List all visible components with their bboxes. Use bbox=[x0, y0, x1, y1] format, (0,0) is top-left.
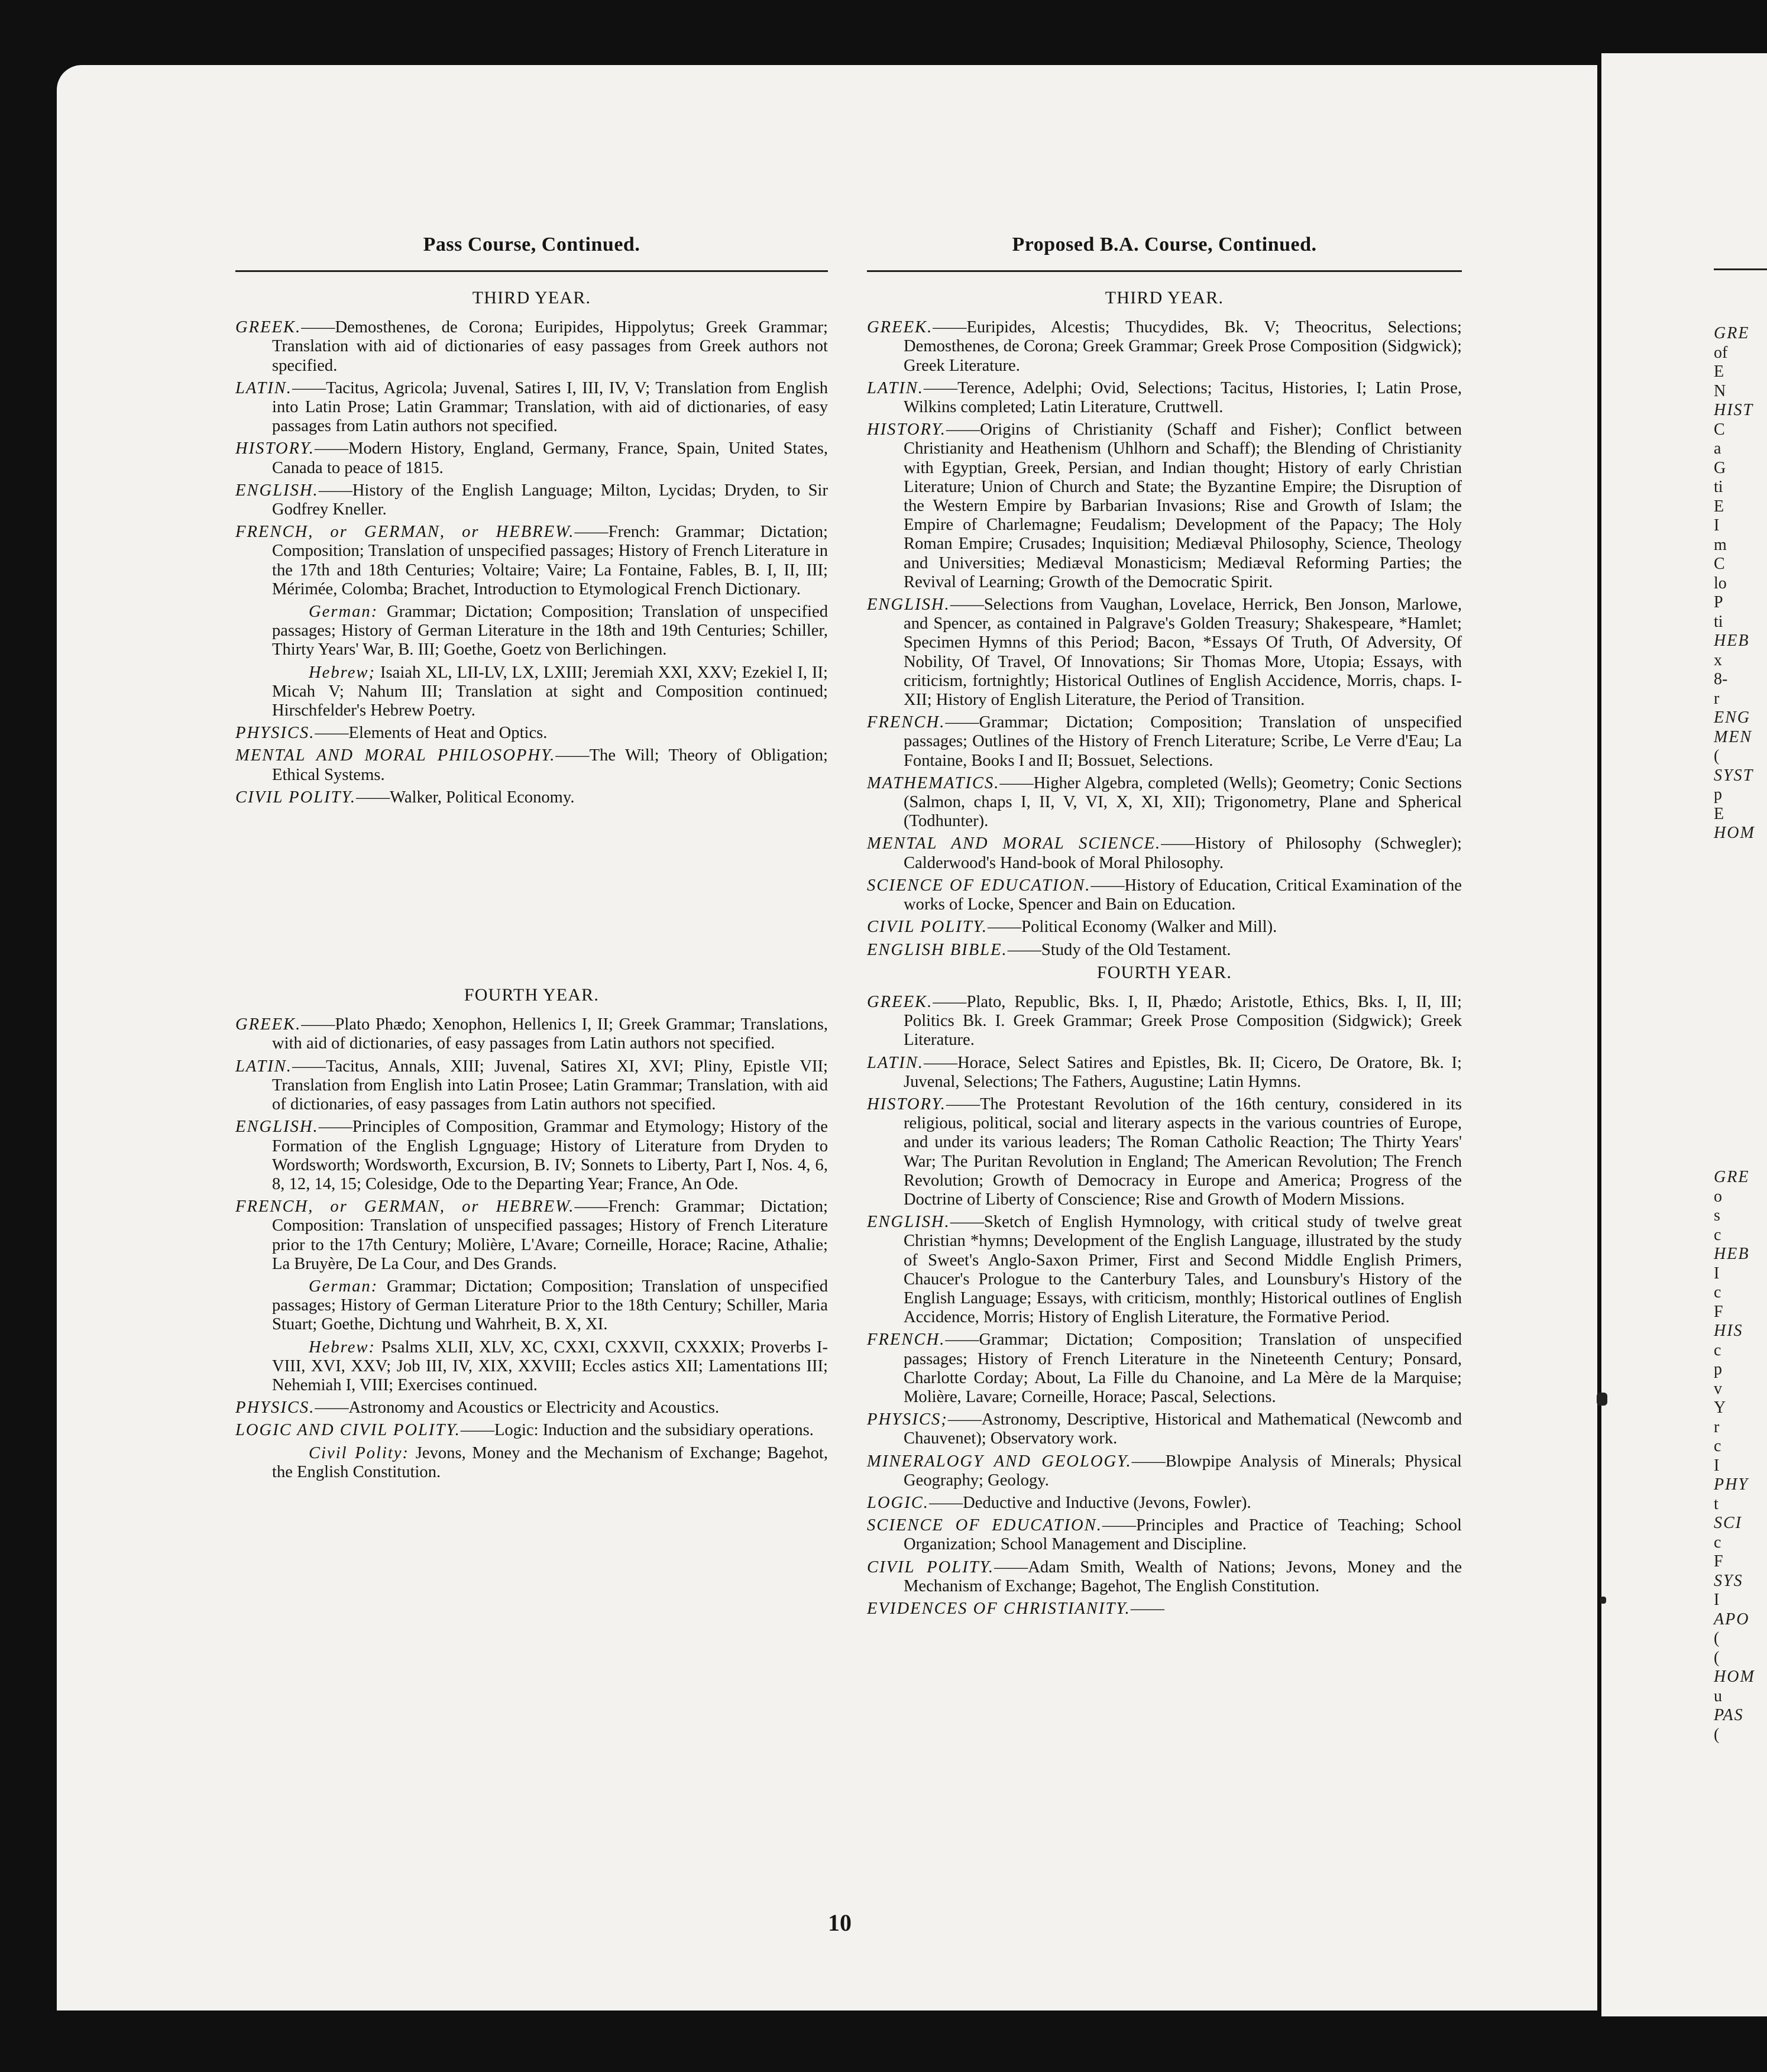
subject-label: MENTAL AND MORAL PHILOSOPHY. bbox=[235, 746, 556, 765]
next-page-edge-fragment: of bbox=[1714, 343, 1728, 362]
sub-language-label: Hebrew; bbox=[309, 663, 376, 682]
left-third-year-entries bbox=[235, 318, 828, 807]
left-fourth-year-entries bbox=[235, 1015, 828, 1482]
subject-label: GREEK. bbox=[235, 318, 302, 337]
right-third-year-entries bbox=[867, 318, 1462, 960]
entry-text: ——Political Economy (Walker and Mill). bbox=[987, 918, 1277, 937]
entry-text: ——Grammar; Dictation; Composition; Translation of unspecified passages; Outlines of the History of French Literature; Scribe, Le Verre d'Eau; La Fontaine, Books I and II; Bossuet, Selections. bbox=[904, 713, 1462, 770]
course-subentry bbox=[235, 603, 828, 660]
subject-label: LATIN. bbox=[235, 378, 292, 397]
entry-text: ——Tacitus, Annals, XIII; Juvenal, Satires XI, XVI; Pliny, Epistle VII; Translation from English into Latin Prosee; Latin Grammar; Translation, with aid of dictionaries, of easy passages from Latin authors not specified. bbox=[272, 1057, 828, 1114]
subject-label: CIVIL POLITY. bbox=[867, 918, 988, 937]
next-page-edge-fragment: v bbox=[1714, 1379, 1722, 1398]
subject-label: LOGIC AND CIVIL POLITY. bbox=[235, 1421, 461, 1440]
left-spacer bbox=[235, 811, 828, 982]
next-page-edge-fragment: PHY bbox=[1714, 1475, 1749, 1494]
course-entry bbox=[867, 379, 1462, 417]
course-entry bbox=[867, 1516, 1462, 1554]
course-entry bbox=[235, 1398, 828, 1417]
next-page-edge-fragment: 8- bbox=[1714, 670, 1728, 688]
next-page-edge-fragment: c bbox=[1714, 1341, 1721, 1359]
entry-text: ——Study of the Old Testament. bbox=[1007, 940, 1231, 959]
subject-label: PHYSICS. bbox=[235, 724, 315, 743]
course-entry bbox=[235, 379, 828, 436]
next-page-edge-fragment: HIST bbox=[1714, 401, 1754, 419]
course-entry bbox=[867, 595, 1462, 710]
next-page-edge-fragment: t bbox=[1714, 1494, 1719, 1513]
course-entry bbox=[235, 439, 828, 477]
course-entry bbox=[867, 1600, 1462, 1618]
next-page-edge-fragment: r bbox=[1714, 689, 1720, 708]
next-page-edge-fragment: o bbox=[1714, 1187, 1722, 1206]
next-page-edge-fragment: m bbox=[1714, 535, 1727, 554]
subject-label: LATIN. bbox=[235, 1057, 292, 1076]
course-entry bbox=[235, 788, 828, 807]
entry-text: ——History of Education, Critical Examination of the works of Locke, Spencer and Bain on Education. bbox=[904, 876, 1462, 914]
subject-label: MINERALOGY AND GEOLOGY. bbox=[867, 1452, 1132, 1471]
course-entry bbox=[867, 713, 1462, 770]
subject-label: FRENCH. bbox=[867, 713, 946, 732]
next-page-edge-fragment: HEB bbox=[1714, 1245, 1750, 1263]
next-page-edge-fragment: p bbox=[1714, 785, 1722, 804]
subject-label: ENGLISH BIBLE. bbox=[867, 940, 1008, 959]
course-entry bbox=[235, 318, 828, 375]
sub-language-label: Civil Polity: bbox=[309, 1443, 410, 1462]
course-entry bbox=[867, 420, 1462, 592]
entry-text: ——Elements of Heat and Optics. bbox=[315, 724, 548, 743]
left-third-year-heading: THIRD YEAR. bbox=[472, 288, 591, 307]
next-page-edge-fragment: I bbox=[1714, 1591, 1720, 1609]
entry-text: ——Logic: Induction and the subsidiary operations. bbox=[460, 1421, 814, 1440]
right-header: Proposed B.A. Course, Continued. bbox=[1012, 234, 1317, 255]
left-header: Pass Course, Continued. bbox=[423, 234, 640, 255]
course-entry bbox=[867, 1095, 1462, 1209]
subject-label: ENGLISH. bbox=[235, 1118, 319, 1137]
subject-label: HISTORY. bbox=[867, 420, 946, 439]
entry-text: ——Plato, Republic, Bks. I, II, Phædo; Aristotle, Ethics, Bks. I, II, III; Politics Bk. I. Greek Grammar; Greek Prose Composition (Sidgwick); Greek Literature. bbox=[904, 992, 1462, 1050]
right-fourth-year-heading: FOURTH YEAR. bbox=[1096, 962, 1232, 982]
next-page-edge-fragment: ti bbox=[1714, 612, 1723, 631]
next-page-edge-fragment: P bbox=[1714, 593, 1723, 611]
course-subentry bbox=[235, 1338, 828, 1396]
course-entry bbox=[235, 481, 828, 519]
next-page-edge-fragment: N bbox=[1714, 381, 1726, 400]
next-page-edge-fragment: u bbox=[1714, 1686, 1722, 1705]
next-page-edge-fragment: c bbox=[1714, 1225, 1721, 1244]
next-page-edge-fragment: ENG bbox=[1714, 708, 1750, 727]
next-page-edge-fragment: ( bbox=[1714, 1725, 1720, 1744]
subject-label: EVIDENCES OF CHRISTIANITY. bbox=[867, 1600, 1131, 1618]
subject-label: GREEK. bbox=[235, 1015, 302, 1034]
sub-language-label: German: bbox=[309, 603, 378, 621]
next-page-edge-fragment: E bbox=[1714, 362, 1724, 381]
next-page-edge-fragment: I bbox=[1714, 516, 1720, 535]
next-page-edge-fragment: SYST bbox=[1714, 766, 1754, 785]
course-subentry bbox=[235, 1444, 828, 1482]
course-entry bbox=[235, 1015, 828, 1053]
entry-text: Jevons, Money and the Mechanism of Exchange; Bagehot, the English Constitution. bbox=[272, 1443, 828, 1481]
subject-label: ENGLISH. bbox=[867, 1213, 950, 1232]
right-third-year-heading: THIRD YEAR. bbox=[1105, 288, 1224, 307]
subject-label: HISTORY. bbox=[867, 1095, 946, 1113]
right-fourth-year-entries bbox=[867, 993, 1462, 1618]
next-page-edge-fragment: I bbox=[1714, 1456, 1720, 1475]
subject-label: MENTAL AND MORAL SCIENCE. bbox=[867, 834, 1161, 853]
next-page-edge-fragment: ( bbox=[1714, 747, 1720, 765]
entry-text: ——Tacitus, Agricola; Juvenal, Satires I, III, IV, V; Translation from English into Latin Prose; Latin Grammar; Translation, with aid of dictionaries, of easy passages from Latin authors not specified. bbox=[272, 378, 828, 436]
next-page-edge-fragment: SYS bbox=[1714, 1571, 1743, 1590]
course-entry bbox=[867, 1213, 1462, 1327]
next-page-edge-fragment: C bbox=[1714, 420, 1725, 439]
subject-label: GREEK. bbox=[867, 992, 933, 1011]
next-page-rule bbox=[1714, 268, 1767, 270]
next-page-edge-fragment: E bbox=[1714, 804, 1724, 823]
next-page-edge-fragment: HOM bbox=[1714, 824, 1755, 842]
entry-text: ——Terence, Adelphi; Ovid, Selections; Tacitus, Histories, I; Latin Prose, Wilkins completed; Latin Literature, Cruttwell. bbox=[904, 378, 1462, 417]
entry-text: ——Euripides, Alcestis; Thucydides, Bk. V; Theocritus, Selections; Demosthenes, de Corona; Greek Grammar; Greek Prose Composition (Sidgwick); Greek Literature. bbox=[904, 318, 1462, 375]
entry-text: ——Adam Smith, Wealth of Nations; Jevons, Money and the Mechanism of Exchange; Bagehot, The English Constitution. bbox=[904, 1558, 1462, 1595]
entry-text: Isaiah XL, LII-LV, LX, LXIII; Jeremiah XXI, XXV; Ezekiel I, II; Micah V; Nahum III; Translation at sight and Composition continued; Hirschfelder's Hebrew Poetry. bbox=[272, 663, 828, 720]
course-entry bbox=[867, 1054, 1462, 1092]
subject-label: GREEK. bbox=[867, 318, 933, 337]
course-entry bbox=[867, 941, 1462, 960]
course-entry bbox=[867, 993, 1462, 1050]
course-entry bbox=[867, 918, 1462, 937]
entry-text: ——Walker, Political Economy. bbox=[355, 788, 575, 807]
scan-speck bbox=[1600, 1597, 1606, 1604]
left-fourth-year-heading: FOURTH YEAR. bbox=[464, 985, 600, 1005]
next-page-edge-fragment: ( bbox=[1714, 1629, 1720, 1647]
course-entry bbox=[867, 774, 1462, 831]
next-page-edge-fragment: GRE bbox=[1714, 1168, 1750, 1186]
course-subentry bbox=[235, 1277, 828, 1335]
next-page-edge-fragment: F bbox=[1714, 1302, 1723, 1321]
next-page-edge-fragment: Y bbox=[1714, 1398, 1726, 1417]
entry-text: ——Principles of Composition, Grammar and Etymology; History of the Formation of the English Lgnguage; History of Literature from Dryden to Wordsworth; Wordsworth, Excursion, B. IV; Sonnets to Liberty, Part I, Nos. 4, 6, 8, 12, 14, 15; Colesidge, Ode to the Departing Year; France, An Ode. bbox=[272, 1118, 828, 1193]
next-page-edge-fragment: s bbox=[1714, 1206, 1720, 1225]
subject-label: FRENCH. bbox=[867, 1330, 946, 1349]
next-page-edge-fragment: APO bbox=[1714, 1610, 1750, 1629]
entry-text: ——Astronomy, Descriptive, Historical and Mathematical (Newcomb and Chauvenet); Observatory work. bbox=[904, 1410, 1462, 1448]
subject-label: FRENCH, or GERMAN, or HEBREW. bbox=[235, 1197, 575, 1216]
next-page-edge-fragment: PAS bbox=[1714, 1706, 1744, 1724]
next-page-edge-fragment: GRE bbox=[1714, 324, 1750, 342]
entry-text: ——Deductive and Inductive (Jevons, Fowler). bbox=[928, 1493, 1251, 1512]
subject-label: ENGLISH. bbox=[235, 481, 319, 500]
course-entry bbox=[235, 1197, 828, 1274]
next-page-edge-fragment: I bbox=[1714, 1264, 1720, 1283]
entry-text: ——Modern History, England, Germany, France, Spain, United States, Canada to peace of 1815. bbox=[272, 439, 828, 477]
course-entry bbox=[867, 1558, 1462, 1596]
course-entry bbox=[235, 523, 828, 599]
course-entry bbox=[235, 724, 828, 743]
page-number: 10 bbox=[828, 1909, 852, 1936]
scan-speck bbox=[1597, 1393, 1607, 1406]
course-entry bbox=[867, 318, 1462, 375]
entry-text: —— bbox=[1130, 1600, 1164, 1618]
course-entry bbox=[867, 876, 1462, 914]
entry-text: Grammar; Dictation; Composition; Translation of unspecified passages; History of German Literature in the 18th and 19th Centuries; Schiller, Thirty Years' War, B. III; Goethe, Goetz von Berlichingen. bbox=[272, 603, 828, 659]
next-page-edge-fragment: HIS bbox=[1714, 1322, 1743, 1340]
next-page-edge-fragment: c bbox=[1714, 1437, 1721, 1455]
subject-label: MATHEMATICS. bbox=[867, 773, 1000, 792]
subject-label: LATIN. bbox=[867, 378, 924, 397]
left-column bbox=[235, 228, 828, 1485]
course-subentry bbox=[235, 663, 828, 721]
right-column bbox=[867, 228, 1462, 1622]
entry-text: ——Selections from Vaughan, Lovelace, Herrick, Ben Jonson, Marlowe, and Spencer, as contained in Palgrave's Golden Treasury; Shakespeare, *Hamlet; Specimen Hymns of this Period; Bacon, *Essays Of Truth, Of Adversity, Of Nobility, Of Travel, Of Innovations; Sir Thomas More, Utopia; Essays, with criticism, fortnightly; Historical Outlines of English Accidence, Morris, chaps. I-XII; History of English Literature, the Period of Transition. bbox=[904, 595, 1462, 710]
next-page-edge-fragment: p bbox=[1714, 1360, 1722, 1378]
next-page-edge-fragment: HOM bbox=[1714, 1668, 1755, 1686]
subject-label: SCIENCE OF EDUCATION. bbox=[867, 1516, 1102, 1535]
course-entry bbox=[235, 1421, 828, 1440]
subject-label: LOGIC. bbox=[867, 1493, 929, 1512]
next-page-edge-fragment: c bbox=[1714, 1283, 1721, 1302]
course-entry bbox=[867, 1330, 1462, 1407]
next-page-edge-fragment: r bbox=[1714, 1417, 1720, 1436]
entry-text: ——Horace, Select Satires and Epistles, Bk. II; Cicero, De Oratore, Bk. I; Juvenal, Selections; The Fathers, Augustine; Latin Hymns. bbox=[904, 1053, 1462, 1091]
next-page-edge-fragment: F bbox=[1714, 1552, 1723, 1571]
next-page-edge-fragment: c bbox=[1714, 1533, 1721, 1552]
next-page-edge-fragment: lo bbox=[1714, 574, 1727, 593]
course-entry bbox=[867, 834, 1462, 872]
entry-text: ——The Protestant Revolution of the 16th century, considered in its religious, political, social and literary aspects in the various countries of Europe, and under its various leaders; The Roman Catholic Reaction; The Thirty Years' War; The Puritan Revolution in England; The American Revolution; The French Revolution; Growth of Democracy in Europe and America; Progress of the Doctrine of Liberty of Conscience; Rise and Growth of Modern Missions. bbox=[904, 1095, 1462, 1209]
entry-text: ——Origins of Christianity (Schaff and Fisher); Conflict between Christianity and Heathenism (Uhlhorn and Schaff); the Blending of Christianity with Egyptian, Greek, Persian, and Indian thought; History of early Christian Literature; Union of Church and State; the Byzantine Empire; the Disruption of the Western Empire by Barbarian Invasions; Rise and Growth of Islam; the Empire of Charlemagne; Feudalism; Development of the Papacy; The Holy Roman Empire; Crusades; Inquisition; Mediæval Philosophy, Science, Theology and Universities; Mediæval Monasticism; Mediæval Reforming Parties; the Revival of Learning; Growth of the Democratic Spirit. bbox=[904, 420, 1462, 591]
entry-text: ——Demosthenes, de Corona; Euripides, Hippolytus; Greek Grammar; Translation with aid of dictionaries of easy passages from Greek authors not specified. bbox=[272, 318, 828, 375]
entry-text: ——French: Grammar; Dictation; Composition: Translation of unspecified passages; History of French Literature prior to the 17th Century; Molière, L'Avare; Corneille, Horace; Racine, Athalie; La Bruyère, De La Cour, and Des Grands. bbox=[272, 1197, 828, 1273]
entry-text: ——Higher Algebra, completed (Wells); Geometry; Conic Sections (Salmon, chaps I, II, V, VI, X, XI, XII); Trigonometry, Plane and Spherical (Todhunter). bbox=[904, 773, 1462, 831]
entry-text: ——Plato Phædo; Xenophon, Hellenics I, II; Greek Grammar; Translations, with aid of dictionaries, of easy passages from Latin authors not specified. bbox=[272, 1015, 828, 1053]
subject-label: CIVIL POLITY. bbox=[235, 788, 356, 807]
right-header-rule bbox=[867, 270, 1462, 272]
next-page-edge-fragment: SCI bbox=[1714, 1514, 1742, 1532]
left-header-rule bbox=[235, 270, 828, 272]
sub-language-label: German: bbox=[309, 1277, 378, 1296]
subject-label: HISTORY. bbox=[235, 439, 315, 458]
entry-text: ——History of Philosophy (Schwegler); Calderwood's Hand-book of Moral Philosophy. bbox=[904, 834, 1462, 872]
entry-text: ——The Will; Theory of Obligation; Ethical Systems. bbox=[272, 746, 828, 784]
next-page-edge-fragment: HEB bbox=[1714, 632, 1750, 650]
entry-text: Psalms XLII, XLV, XC, CXXI, CXXVII, CXXXIX; Proverbs I-VIII, XVI, XXV; Job III, IV, XIX, XXVIII; Eccles astics XII; Lamentations III; Nehemiah I, VIII; Exercises continued. bbox=[272, 1338, 828, 1394]
entry-text: ——Principles and Practice of Teaching; School Organization; School Management and Discipline. bbox=[904, 1516, 1462, 1554]
next-page-edge-fragment: ( bbox=[1714, 1648, 1720, 1667]
next-page-edge-fragment: C bbox=[1714, 555, 1725, 573]
course-entry bbox=[235, 746, 828, 784]
entry-text: ——Astronomy and Acoustics or Electricity and Acoustics. bbox=[315, 1398, 720, 1417]
entry-text: ——Blowpipe Analysis of Minerals; Physical Geography; Geology. bbox=[904, 1452, 1462, 1490]
course-entry bbox=[235, 1057, 828, 1115]
entry-text: ——French: Grammar; Dictation; Composition; Translation of unspecified passages; History of French Literature in the 17th and 18th Centuries; Voltaire; Vaire; La Fontaine, Fables, B. I, II, III; Mérimée, Colomba; Brachet, Introduction to Etymological French Dictionary. bbox=[272, 523, 828, 598]
next-page-edge-fragment: E bbox=[1714, 497, 1724, 516]
subject-label: ENGLISH. bbox=[867, 595, 950, 614]
next-page-edge-fragment: x bbox=[1714, 650, 1722, 669]
subject-label: SCIENCE OF EDUCATION. bbox=[867, 876, 1091, 895]
entry-text: ——History of the English Language; Milton, Lycidas; Dryden, to Sir Godfrey Kneller. bbox=[272, 481, 828, 519]
course-entry bbox=[235, 1118, 828, 1194]
course-entry bbox=[867, 1410, 1462, 1448]
entry-text: ——Grammar; Dictation; Composition; Translation of unspecified passages; History of French Literature in the Nineteenth Century; Ponsard, Charlotte Corday; About, La Fille du Chanoine, and La Mère de la Marquise; Molière, Lavare; Corneille, Horace; Pascal, Selections. bbox=[904, 1330, 1462, 1406]
next-page-edge-fragment: ti bbox=[1714, 478, 1723, 496]
entry-text: Grammar; Dictation; Composition; Translation of unspecified passages; History of German Literature Prior to the 18th Century; Schiller, Maria Stuart; Goethe, Dichtung und Wahrheit, B. X, XI. bbox=[272, 1277, 828, 1334]
next-page-edge-fragment: MEN bbox=[1714, 727, 1753, 746]
entry-text: ——Sketch of English Hymnology, with critical study of twelve great Christian *hymns; Development of the English Language, illustrated by the study of Sweet's Anglo-Saxon Primer, First and Second Middle English Primers, Chaucer's Prologue to the Canterbury Tales, and Lounsbury's History of the English Language; Essays, with criticism, monthly; Historical outlines of English Accidence, Morris; History of English Literature, the Formative Period. bbox=[904, 1213, 1462, 1327]
subject-label: PHYSICS; bbox=[867, 1410, 948, 1429]
subject-label: CIVIL POLITY. bbox=[867, 1558, 995, 1576]
subject-label: LATIN. bbox=[867, 1053, 924, 1072]
next-page-edge-fragment: G bbox=[1714, 458, 1726, 477]
course-entry bbox=[867, 1494, 1462, 1513]
sub-language-label: Hebrew: bbox=[309, 1338, 376, 1356]
subject-label: PHYSICS. bbox=[235, 1398, 315, 1417]
course-entry bbox=[867, 1452, 1462, 1490]
next-page-edge-fragment: a bbox=[1714, 439, 1721, 458]
subject-label: FRENCH, or GERMAN, or HEBREW. bbox=[235, 523, 575, 542]
